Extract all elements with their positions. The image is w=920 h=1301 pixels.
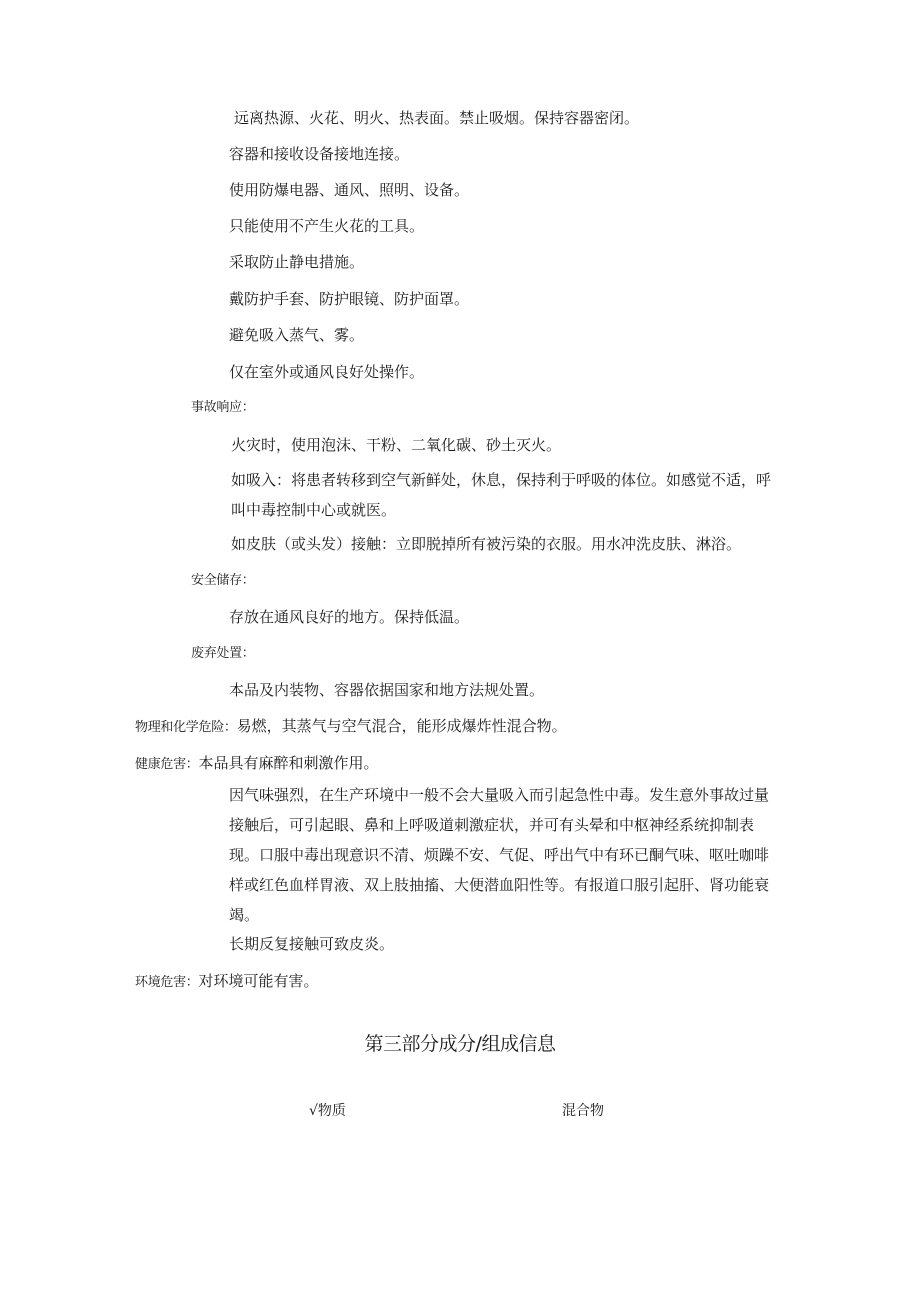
response-item: 火灾时，使用泡沫、干粉、二氧化碳、砂土灭火。	[231, 436, 562, 454]
prevention-item: 采取防止静电措施。	[229, 253, 365, 271]
prevention-item: 使用防爆电器、通风、照明、设备。	[229, 181, 470, 199]
physical-hazard-label: 物理和化学危险：	[135, 720, 237, 735]
physical-hazard-row	[135, 716, 567, 738]
disposal-label: 废弃处置：	[191, 646, 255, 661]
health-hazard-paragraph: 因气味强烈，在生产环境中一般不会大量吸入而引起急性中毒。发生意外事故过量接触后，可引起眼、鼻和上呼吸道刺激症状，并可有头晕和中枢神经系统抑制表现。口服中毒出现意识不清、烦躁不安、气促、呼出气中有环已酮气味、呕吐咖啡样或红色血样胃液、双上肢抽搐、大便潜血阳性等。有报道口服引起肝、肾功能衰竭。	[229, 786, 770, 924]
health-hazard-text: 本品具有麻醉和刺激作用。	[198, 754, 379, 772]
prevention-item: 只能使用不产生火花的工具。	[229, 217, 425, 235]
prevention-item: 戴防护手套、防护眼镜、防护面罩。	[229, 290, 470, 308]
storage-item: 存放在通风良好的地方。保持低温。	[229, 608, 470, 626]
prevention-item: 容器和接收设备接地连接。	[229, 145, 410, 163]
env-hazard-label: 环境危害：	[135, 975, 199, 990]
prevention-item: 远离热源、火花、明火、热表面。禁止吸烟。保持容器密闭。	[234, 109, 640, 127]
option-mixture: 混合物	[562, 1103, 604, 1119]
health-hazard-paragraph: 长期反复接触可致皮炎。	[229, 935, 395, 953]
physical-hazard-text: 易燃，其蒸气与空气混合，能形成爆炸性混合物。	[236, 717, 567, 735]
section-title: 第三部分成分/组成信息	[364, 1033, 556, 1055]
response-item: 如吸入：将患者转移到空气新鲜处，休息，保持利于呼吸的体位。如感觉不适，呼叫中毒控制中心或就医。	[231, 471, 772, 519]
prevention-item: 避免吸入蒸气、雾。	[229, 326, 365, 344]
health-hazard-row	[135, 753, 379, 775]
option-substance: √物质	[309, 1103, 346, 1119]
health-hazard-label: 健康危害：	[135, 757, 199, 772]
response-label: 事故响应：	[191, 400, 255, 415]
storage-label: 安全储存：	[191, 573, 255, 588]
env-hazard-row	[135, 971, 319, 993]
env-hazard-text: 对环境可能有害。	[198, 972, 319, 990]
prevention-item: 仅在室外或通风良好处操作。	[229, 363, 425, 381]
disposal-item: 本品及内装物、容器依据国家和地方法规处置。	[229, 681, 545, 699]
response-item: 如皮肤（或头发）接触：立即脱掉所有被污染的衣服。用水冲洗皮肤、淋浴。	[231, 535, 742, 553]
